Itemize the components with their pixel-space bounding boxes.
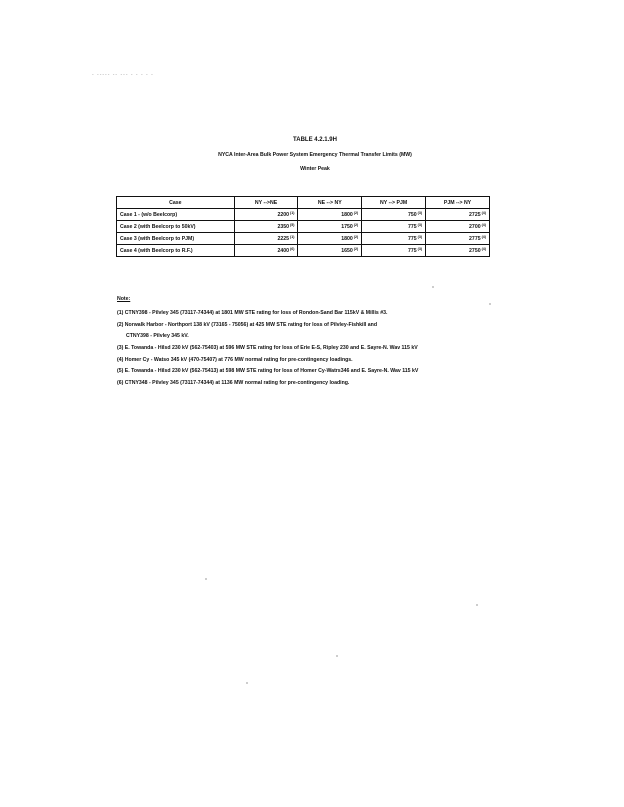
column-header-ny-pjm: NY --> PJM [362, 197, 426, 209]
notes-section [117, 296, 517, 392]
note-line: (2) Norwalk Harbor - Northport 138 kV (73165 - 75056) at 425 MW STE rating for loss of Pilvley-Fishkill and [117, 321, 378, 328]
scan-speck [432, 286, 434, 288]
column-header-case: Case [117, 197, 235, 209]
note-line: (4) Homer Cy - Watso 345 kV (470-75407) at 776 MW normal rating for pre-contingency loadings. [117, 356, 353, 363]
note-line: CTNY398 - Pilvley 345 kV. [126, 333, 189, 340]
value-cell: 2400$^{(6)}$ [234, 245, 298, 257]
value-cell: 1800$^{(2)}$ [298, 233, 362, 245]
case-cell: Case 4 (with Beelcorp to R.F.) [117, 245, 235, 257]
scan-speck [336, 655, 338, 657]
table-row [117, 209, 490, 221]
note-line: (1) CTNY398 - Pilvley 345 (73117-74344) at 1801 MW STE rating for loss of Rondon-Sand Bar 115kV & Millis #3. [117, 310, 388, 316]
table-heading: NYCA Inter-Area Bulk Power System Emergency Thermal Transfer Limits (MW) [218, 152, 412, 158]
value-cell: 2200$^{(1)}$ [234, 209, 298, 221]
scan-speck [205, 578, 207, 580]
table-number: TABLE 4.2.1.9H [293, 137, 337, 143]
value-cell: 2225$^{(1)}$ [234, 233, 298, 245]
note-line: (3) E. Towanda - Hilsd 230 kV (562-75403) at 596 MW STE rating for loss of Erie E-S, Ripley 230 and E. Sayre-N. Wav 115 kV [117, 345, 418, 352]
scan-speck [489, 303, 491, 305]
value-cell: 775$^{(3)}$ [362, 221, 426, 233]
value-cell: 775$^{(3)}$ [362, 245, 426, 257]
value-cell: 775$^{(3)}$ [362, 233, 426, 245]
column-header-ny-ne: NY -->NE [234, 197, 298, 209]
value-cell: 2775$^{(4)}$ [426, 233, 490, 245]
case-cell: Case 3 (with Beelcorp to PJM) [117, 233, 235, 245]
table-header-row [117, 197, 490, 209]
note-line: (6) CTNY348 - Pilvley 345 (73117-74344) at 1136 MW normal rating for pre-contingency loading. [117, 380, 350, 387]
value-cell: 2700$^{(4)}$ [426, 221, 490, 233]
column-header-pjm-ny: PJM --> NY [426, 197, 490, 209]
value-cell: 2725$^{(4)}$ [426, 209, 490, 221]
value-cell: 1800$^{(2)}$ [298, 209, 362, 221]
notes-title: Note: [117, 296, 131, 302]
value-cell: 1650$^{(2)}$ [298, 245, 362, 257]
transfer-limits-table [116, 196, 490, 257]
scan-speck [476, 604, 478, 606]
scan-speck [246, 682, 248, 684]
table-row [117, 233, 490, 245]
case-cell: Case 1 - (w/o Beelcorp) [117, 209, 235, 221]
season-label: Winter Peak [300, 166, 330, 172]
value-cell: 750$^{(3)}$ [362, 209, 426, 221]
header-mark: - ----- -- --- - - - - - [92, 72, 154, 78]
note-line: (5) E. Towanda - Hilsd 230 kV (562-75413) at 598 MW STE rating for loss of Homer Cy-Watrs346 and E. Sayre-N. Wav 115 kV [117, 368, 419, 375]
column-header-ne-ny: NE --> NY [298, 197, 362, 209]
value-cell: 2750$^{(4)}$ [426, 245, 490, 257]
value-cell: 2350$^{(5)}$ [234, 221, 298, 233]
case-cell: Case 2 (with Beelcorp to 50kV) [117, 221, 235, 233]
table-row [117, 221, 490, 233]
table-row [117, 245, 490, 257]
value-cell: 1750$^{(2)}$ [298, 221, 362, 233]
